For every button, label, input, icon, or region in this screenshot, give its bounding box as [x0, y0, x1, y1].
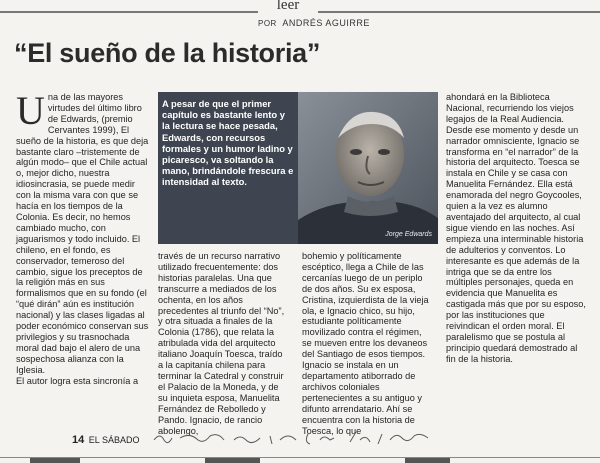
- byline-prefix: POR: [258, 19, 277, 28]
- intro-last-line: El autor logra esta sincronía a: [16, 375, 139, 386]
- pull-quote: A pesar de que el primer capítulo es bastante lento y la lectura se hace pesada, Edwards, con recursos formales y un humor ladino y picaresco, va soltando la mano, brindándole frescura e intensidad al texto.: [162, 98, 294, 188]
- publication-name: EL SÁBADO: [88, 435, 140, 445]
- intro-paragraph: na de las mayores virtudes del último libro de Edwards, (premio Cervantes 1999), El sueño de la historia, es que deja bastante claro –tristemente de algún modo– que el Chile actual o, mejor dicho, nuestra idiosincrasia, se puede medir con la misma vara con que se hacía en los tiempos de la Colonia. Es decir, no hemos cambiado mucho, con jaguarismos y todo incluido. El chileno, en el fondo, es conservador, temeroso del cambio, sigue los preceptos de la religión más en sus formalismos que en su fondo (el “qué dirán” aún es institución nacional) y las clases ligadas al poder económico conservan sus privilegios y su trasnochada moral dad bajo el alero de una sospechosa alianza con la Iglesia.: [16, 92, 149, 375]
- bottom-rule: [0, 457, 600, 458]
- bottom-strip: [0, 448, 600, 463]
- page-number: 14: [72, 434, 85, 446]
- article-column-3: [302, 251, 432, 436]
- column-2-text: través de un recurso narrativo utilizado frecuentemente: dos historias paralelas. Una que transcurre a mediados de los ochenta, en los años precedentes al triunfo del “No”, y otra situada a finales de la Colonia (1786), que relata la atribulada vida del arquitecto italiano Joaquín Toesca, traído a la capitanía chilena para terminar la Catedral y construir el Palacio de la Moneda, y de su inquieta esposa, Manuelita Fernández de Rebolledo y Pando. Ignacio, de rancio abolengo,: [158, 251, 285, 436]
- column-4-text: ahondará en la Biblioteca Nacional, recurriendo los viejos legajos de la Real Audiencia. Desde ese momento y desde un narrador omnisciente, Ignacio se transforma en “el narrador” de la historia del arquitecto. Toesca se instala en Chile y se casa con Manuelita Fernández. Ella está enamorada del negro Goycooles, quien a la vez es alumno aventajado del arquitecto, al cual sigue viendo en las noches. Así empieza una interminable historia de adulterios y conventos. Lo interesante es que además de la intriga que se da entre los múltiples personajes, queda en evidencia que Manuelita es castigada más que por su esposo, por las instituciones que reivindican el orden moral. El paralelismo que se postula al principio quedará demostrado al fin de la historia.: [446, 92, 586, 364]
- page-footer: [72, 434, 139, 446]
- article-headline: “El sueño de la historia”: [14, 38, 321, 68]
- handwritten-annotation: [150, 428, 450, 446]
- section-name: leer: [258, 0, 318, 14]
- byline: [258, 18, 370, 28]
- column-3-text: bohemio y políticamente escéptico, llega a Chile de las cercanías luego de un periplo de dos años. Su ex esposa, Cristina, izquierdista de la vieja ola, e Ignacio chico, su hijo, estudiante políticamente movilizado contra el régimen, se mueven entre los devaneos del Santiago de esos tiempos. Ignacio se instala en un departamento atiborrado de archivos coloniales pertenecientes a su antiguo y difunto arrendatario. Ahí se encuentra con la historia de Toesca, lo que: [302, 251, 429, 436]
- article-column-4: [446, 92, 588, 365]
- article-column-1: [16, 88, 150, 386]
- photo-credit: Jorge Edwards: [385, 231, 432, 238]
- drop-cap: U: [16, 88, 45, 133]
- bottom-tab-center: [205, 458, 260, 463]
- author-portrait-photo: [298, 92, 438, 244]
- bottom-tab-right: [405, 458, 450, 463]
- feature-box: [158, 92, 438, 244]
- section-header: [0, 0, 600, 12]
- byline-author: ANDRÉS AGUIRRE: [282, 18, 370, 28]
- bottom-tab-left: [30, 458, 80, 463]
- article-column-2: [158, 251, 286, 436]
